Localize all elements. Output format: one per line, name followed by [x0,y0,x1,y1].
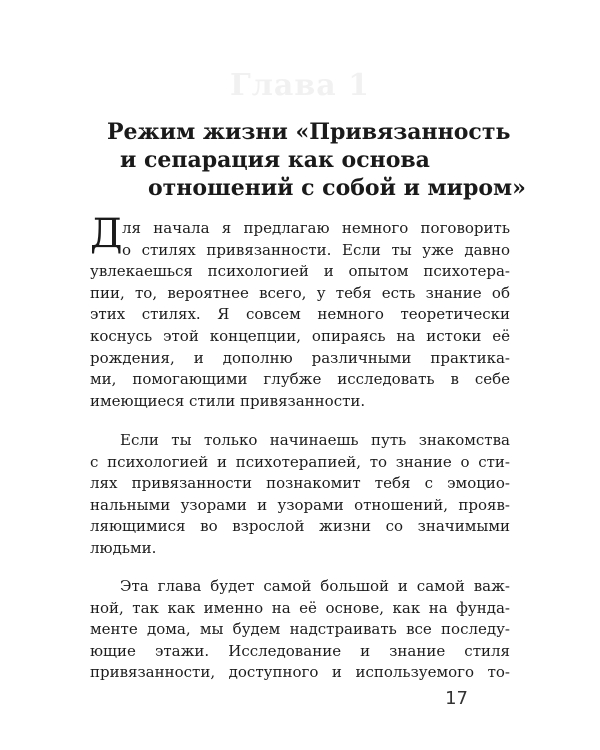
text-line: с психологией и психотерапией, то знание о сти- [90,452,510,471]
drop-cap: Д [90,211,123,257]
chapter-title-line: отношений с собой и миром» [148,175,526,201]
text-line: рождения, и дополню различными практика- [90,348,510,367]
text-line: нальными узорами и узорами отношений, прояв- [90,495,510,514]
text-line: этих стилях. Я совсем немного теоретически [90,305,510,324]
text-line: о стилях привязанности. Если ты уже давно [122,240,510,259]
text-line: людьми. [90,538,157,557]
text-line: ля начала я предлагаю немного поговорить [122,219,510,237]
text-line: увлекаешься психологией и опытом психотера- [90,262,510,281]
paragraph-1 [90,218,510,412]
chapter-title-line: Режим жизни «Привязанность [107,119,511,145]
text-line: ющие этажи. Исследование и знание стиля [90,641,510,660]
chapter-title-line: и сепарация как основа [120,147,430,173]
page-number: 17 [445,688,468,709]
paragraph-2 [90,430,510,560]
chapter-label: Глава 1 [230,68,370,103]
text-line: ми, помогающими глубже исследовать в себе [90,370,510,389]
text-line: Если ты только начинаешь путь знакомства [120,431,510,449]
text-line: привязанности, доступного и используемого то- [90,663,510,682]
text-line: ляющимися во взрослой жизни со значимыми [90,517,510,536]
text-line: менте дома, мы будем надстраивать все последу- [90,620,510,639]
text-line: пии, то, вероятнее всего, у тебя есть знание об [90,283,510,302]
text-line: лях привязанности познакомит тебя с эмоцио- [90,474,510,493]
text-line: имеющиеся стили привязанности. [90,391,366,410]
text-line: Эта глава будет самой большой и самой важ- [120,577,510,595]
paragraph-3 [90,576,510,684]
text-line: коснусь этой концепции, опираясь на истоки её [90,326,510,345]
text-line: ной, так как именно на её основе, как на фунда- [90,598,510,617]
